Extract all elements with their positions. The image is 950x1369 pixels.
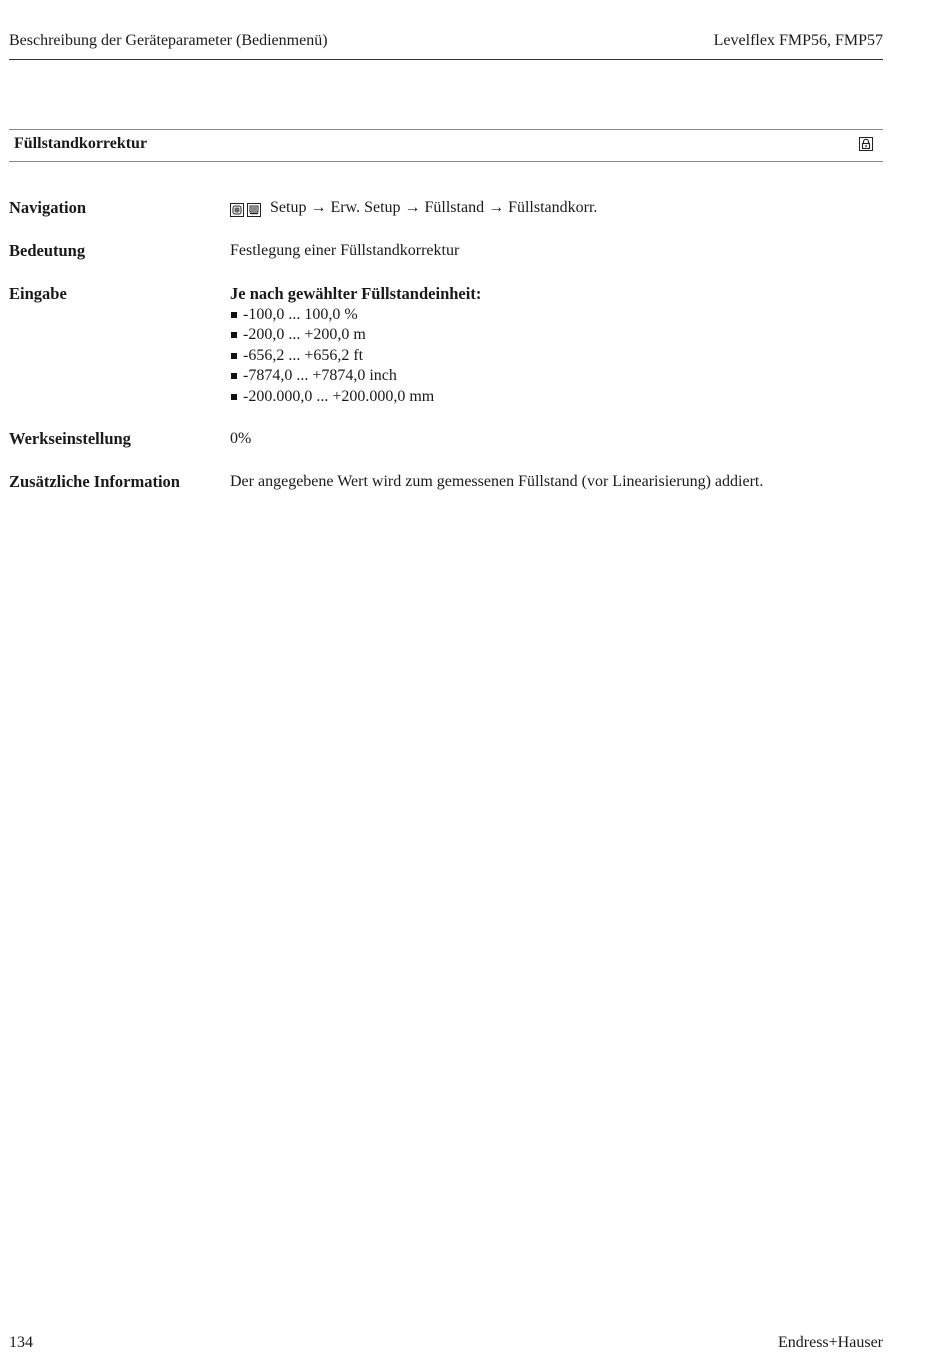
nav-path-level: Füllstand [424,199,485,216]
additional-info-value: Der angegebene Wert wird zum gemessenen Füllstand (vor Linearisierung) addiert. [230,473,764,490]
nav-arrow: → [488,199,505,216]
list-item [230,366,880,387]
input-range-percent: -100,0 ... 100,0 % [243,305,358,323]
navigation-icons [230,200,264,221]
input-range-inch: -7874,0 ... +7874,0 inch [243,367,397,384]
list-item [230,387,880,408]
lock-icon [859,137,873,151]
display-icon [247,203,261,217]
input-range-list [230,305,880,408]
nav-arrow: → [310,199,327,216]
input-heading: Je nach gewählter Füllstandeinheit: [230,284,482,303]
meaning-label: Bedeutung [9,241,86,260]
list-item [230,346,880,367]
list-item [230,305,880,326]
parameter-section-bar [9,129,883,162]
header-product-name: Levelflex FMP56, FMP57 [713,32,883,49]
nav-path-setup: Setup [270,199,307,216]
bullet-icon [231,332,237,338]
page-header [9,30,883,60]
bullet-icon [231,373,237,379]
additional-info-label: Zusätzliche Information [9,472,180,491]
input-range-millimeter: -200.000,0 ... +200.000,0 mm [243,387,435,405]
navigation-value [230,198,880,221]
input-value [230,284,880,407]
navigation-label: Navigation [9,198,87,217]
page-number: 134 [9,1334,33,1351]
input-range-feet: -656,2 ... +656,2 ft [243,346,364,364]
input-range-meter: -200,0 ... +200,0 m [243,326,366,343]
bullet-icon [231,312,237,318]
bullet-icon [231,353,237,359]
operation-icon [230,203,244,217]
bullet-icon [231,394,237,400]
brand-name: Endress+Hauser [778,1334,883,1351]
factory-setting-label: Werkseinstellung [9,429,131,448]
header-document-title: Beschreibung der Geräteparameter (Bedienmenü) [9,32,328,49]
nav-path-level-correction: Füllstandkorr. [508,199,598,216]
section-title: Füllstandkorrektur [14,135,148,152]
input-label: Eingabe [9,284,67,303]
factory-setting-value: 0% [230,430,252,447]
meaning-value: Festlegung einer Füllstandkorrektur [230,242,460,259]
list-item [230,325,880,346]
nav-arrow: → [404,199,421,216]
nav-path-extended-setup: Erw. Setup [330,199,401,216]
